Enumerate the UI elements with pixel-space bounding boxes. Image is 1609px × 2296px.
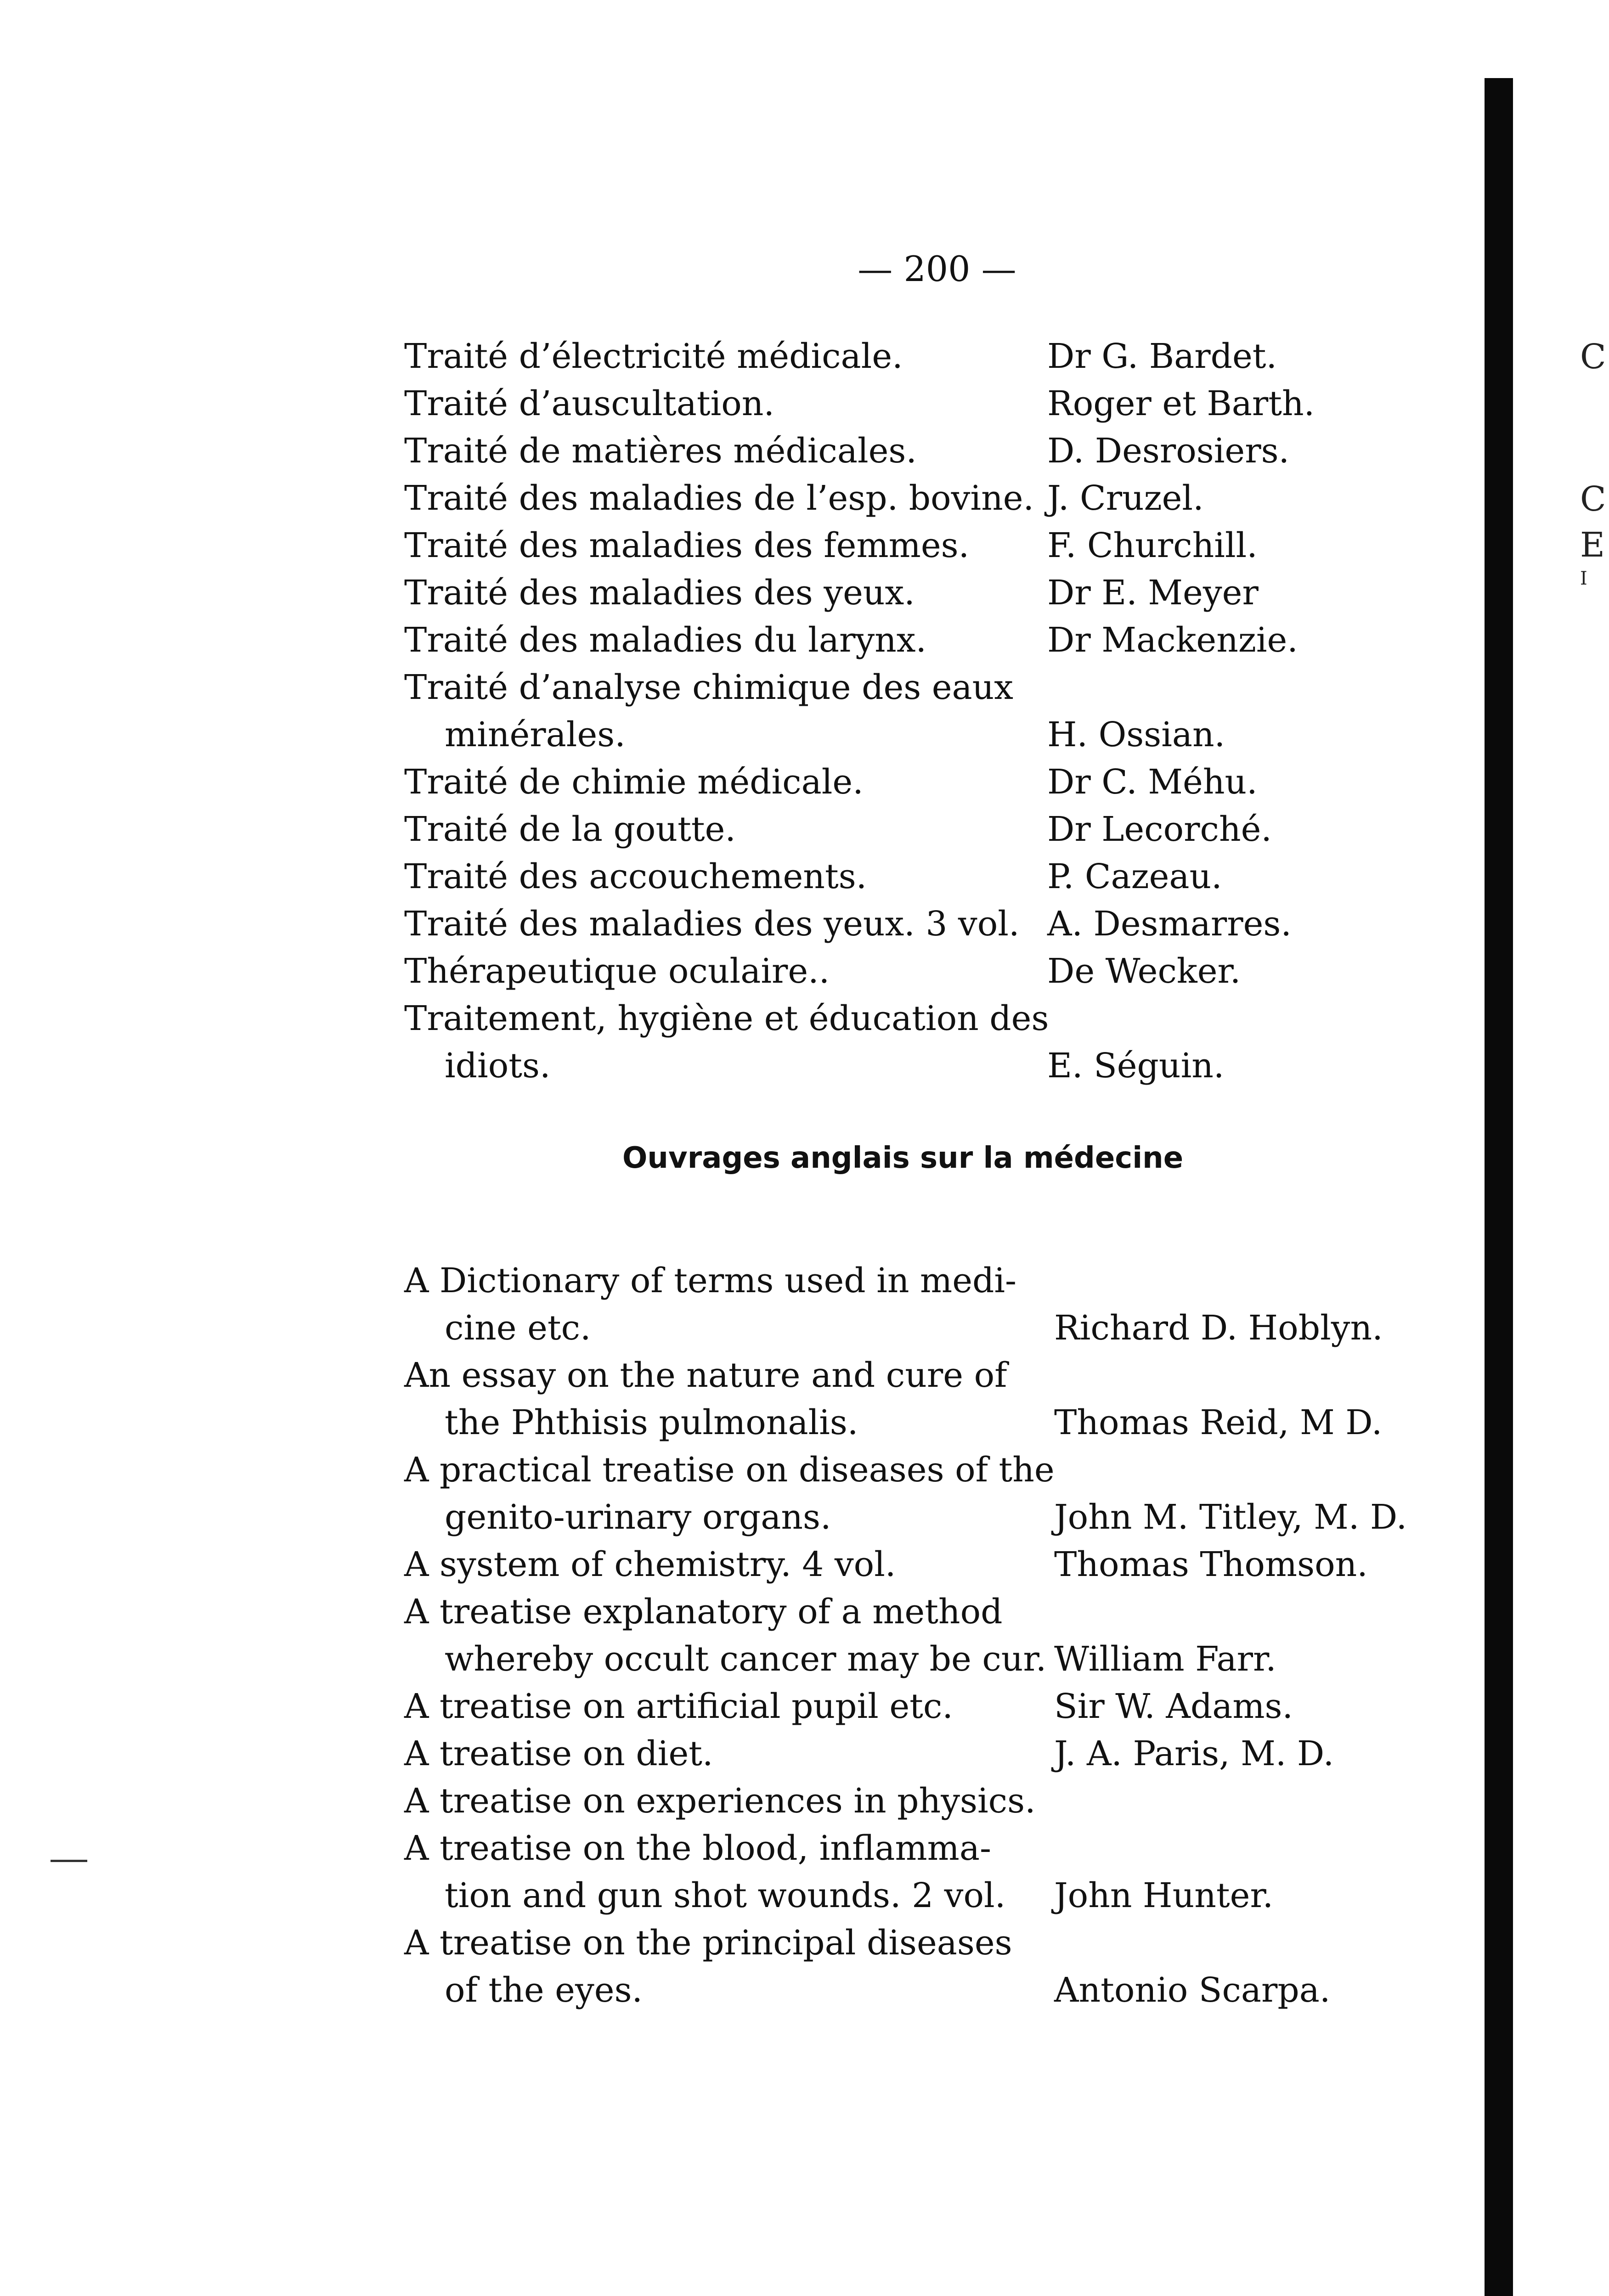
margin-mark	[51, 1860, 87, 1862]
entry-line	[0, 995, 1470, 1042]
entry-title: of the eyes.	[445, 1970, 643, 2010]
entry-line	[0, 475, 1470, 522]
entry-author: Richard D. Hoblyn.	[1054, 1308, 1383, 1348]
entry-author: P. Cazeau.	[1047, 857, 1222, 896]
entry-author: Thomas Thomson.	[1054, 1545, 1368, 1584]
entry-title: Traité des accouchements.	[404, 857, 867, 896]
entry-line	[0, 1825, 1470, 1872]
entry-author: William Farr.	[1054, 1639, 1276, 1679]
entry-title: idiots.	[445, 1046, 551, 1086]
entry-line	[0, 1257, 1470, 1305]
entry-title: A treatise on the blood, inflamma-	[404, 1829, 991, 1868]
entry-line	[0, 1967, 1470, 2014]
entry-line	[0, 853, 1470, 900]
entry-title: Traité des maladies de l’esp. bovine.	[404, 478, 1034, 518]
entry-line	[0, 1446, 1470, 1494]
entry-line	[0, 711, 1470, 759]
entry-line	[0, 428, 1470, 475]
entry-title: Traité des maladies des femmes.	[404, 526, 970, 565]
entry-title: minérales.	[445, 715, 626, 754]
entry-title: tion and gun shot wounds. 2 vol.	[445, 1876, 1006, 1915]
entry-title: A practical treatise on diseases of the	[404, 1450, 1055, 1490]
entry-title: genito-urinary organs.	[445, 1497, 831, 1537]
entry-line	[0, 1541, 1470, 1588]
entry-line	[0, 617, 1470, 664]
entry-title: Traité de matières médicales.	[404, 431, 917, 471]
entry-author: Thomas Reid, M D.	[1054, 1403, 1383, 1442]
entry-title: A treatise on diet.	[404, 1734, 713, 1773]
entry-line	[0, 1872, 1470, 1919]
entry-line	[0, 1305, 1470, 1352]
entry-author: F. Churchill.	[1047, 526, 1258, 565]
entry-title: Thérapeutique oculaire..	[404, 951, 830, 991]
entry-line	[0, 1588, 1470, 1636]
entry-author: Dr C. Méhu.	[1047, 762, 1258, 802]
edge-letter: I	[1580, 568, 1587, 589]
entry-author: John Hunter.	[1054, 1876, 1274, 1915]
entry-author: D. Desrosiers.	[1047, 431, 1290, 471]
entry-line	[0, 1778, 1470, 1825]
entry-line	[0, 1919, 1470, 1967]
entry-title: Traitement, hygiène et éducation des	[404, 999, 1049, 1038]
entry-author: John M. Titley, M. D.	[1054, 1497, 1407, 1537]
entry-author: Dr Mackenzie.	[1047, 620, 1298, 660]
entry-author: Antonio Scarpa.	[1054, 1970, 1331, 2010]
entry-title: A treatise explanatory of a method	[404, 1592, 1003, 1632]
entry-title: A treatise on the principal diseases	[404, 1923, 1012, 1963]
entry-line	[0, 1636, 1470, 1683]
section-heading: Ouvrages anglais sur la médecine	[622, 1141, 1184, 1175]
entry-line	[0, 1730, 1470, 1778]
edge-letter: C	[1580, 337, 1606, 377]
entry-author: E. Séguin.	[1047, 1046, 1225, 1086]
entry-line	[0, 664, 1470, 711]
entry-author: J. A. Paris, M. D.	[1054, 1734, 1334, 1773]
entry-line	[0, 1399, 1470, 1446]
entry-author: Dr E. Meyer	[1047, 573, 1259, 613]
entry-title: the Phthisis pulmonalis.	[445, 1403, 858, 1442]
page-number: — 200 —	[858, 248, 1016, 289]
entry-line	[0, 1494, 1470, 1541]
entry-title: Traité de chimie médicale.	[404, 762, 864, 802]
edge-letter: E	[1580, 525, 1605, 565]
entry-line	[0, 522, 1470, 569]
entry-author: De Wecker.	[1047, 951, 1241, 991]
entry-title: Traité de la goutte.	[404, 810, 736, 849]
entry-title: A treatise on artificial pupil etc.	[404, 1687, 953, 1726]
entry-title: A system of chemistry. 4 vol.	[404, 1545, 896, 1584]
entry-author: A. Desmarres.	[1047, 904, 1292, 944]
entry-line	[0, 1352, 1470, 1399]
entry-line	[0, 759, 1470, 806]
entry-line	[0, 1683, 1470, 1730]
entry-author: Sir W. Adams.	[1054, 1687, 1293, 1726]
edge-letter: C	[1580, 479, 1606, 519]
entry-line	[0, 333, 1470, 380]
entry-line	[0, 1042, 1470, 1090]
entry-title: Traité des maladies des yeux. 3 vol.	[404, 904, 1020, 944]
entry-title: Traité d’électricité médicale.	[404, 337, 903, 376]
entry-title: Traité d’analyse chimique des eaux	[404, 668, 1014, 707]
page-edge-bar	[1485, 78, 1513, 2296]
entry-author: J. Cruzel.	[1047, 478, 1204, 518]
entry-author: Dr Lecorché.	[1047, 810, 1272, 849]
entry-author: Roger et Barth.	[1047, 384, 1315, 423]
entry-line	[0, 380, 1470, 428]
entry-title: Traité des maladies du larynx.	[404, 620, 927, 660]
entry-line	[0, 900, 1470, 948]
entry-author: Dr G. Bardet.	[1047, 337, 1277, 376]
entry-title: A Dictionary of terms used in medi-	[404, 1261, 1017, 1300]
entry-line	[0, 948, 1470, 995]
entry-title: cine etc.	[445, 1308, 591, 1348]
entry-title: Traité d’auscultation.	[404, 384, 774, 423]
entry-line	[0, 806, 1470, 853]
entry-title: whereby occult cancer may be cur.	[445, 1639, 1047, 1679]
entry-title: Traité des maladies des yeux.	[404, 573, 915, 613]
entry-title: A treatise on experiences in physics.	[404, 1781, 1036, 1821]
entry-title: An essay on the nature and cure of	[404, 1356, 1007, 1395]
entry-author: H. Ossian.	[1047, 715, 1225, 754]
entry-line	[0, 569, 1470, 617]
